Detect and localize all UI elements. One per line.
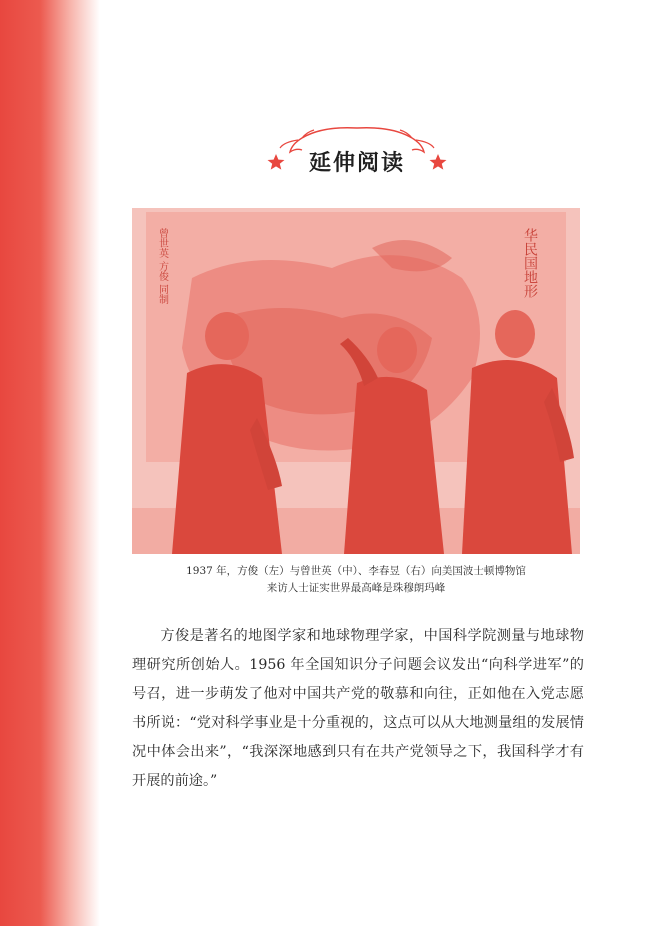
body-paragraph: 方俊是著名的地图学家和地球物理学家，中国科学院测量与地球物理研究所创始人。1956 年全国知识分子问题会议发出“向科学进军”的号召，进一步萌发了他对中国共产党的敬慕和向往，正如他在入党志愿书所说：“党对科学事业是十分重视的，这点可以从大地测量组的发展情况中体会出来”，“我深深地感到只有在共产党领导之下，我国科学才有开展的前途。” [132, 628, 584, 789]
section-heading [262, 118, 452, 188]
map-caption-right: 华民国地形 [522, 228, 538, 298]
photo-caption [132, 563, 580, 597]
historical-photo [132, 208, 580, 554]
map-caption-left: 曾世英 方俊 同制 [156, 228, 168, 305]
caption-line-1: 1937 年，方俊（左）与曾世英（中）、李春昱（右）向美国波士顿博物馆 [186, 565, 526, 577]
caption-line-2: 来访人士证实世界最高峰是珠穆朗玛峰 [266, 582, 446, 594]
decorative-left-band [0, 0, 100, 926]
section-title: 延伸阅读 [308, 150, 405, 176]
